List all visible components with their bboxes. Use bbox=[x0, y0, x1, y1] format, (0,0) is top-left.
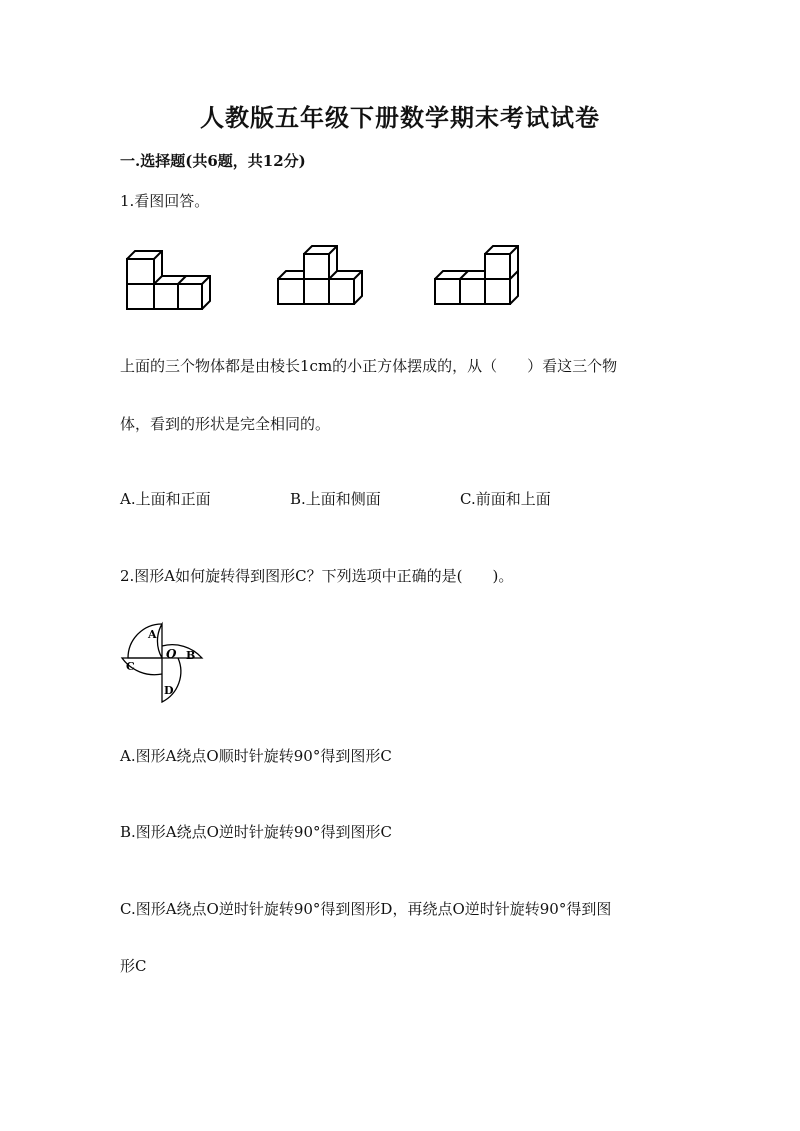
q2-option-a[interactable]: A.图形A绕点O顺时针旋转90°得到图形C bbox=[120, 747, 392, 765]
cube-figure-1 bbox=[120, 245, 220, 315]
q1-option-b[interactable]: B.上面和侧面 bbox=[290, 490, 381, 508]
q1-text-line-2: 体，看到的形状是完全相同的。 bbox=[120, 415, 331, 433]
q2-option-b[interactable]: B.图形A绕点O逆时针旋转90°得到图形C bbox=[120, 823, 392, 841]
cube-figure-3 bbox=[428, 240, 528, 310]
q1-option-c[interactable]: C.前面和上面 bbox=[460, 490, 551, 508]
q1-option-a[interactable]: A.上面和正面 bbox=[120, 490, 211, 508]
q2-option-c[interactable]: C.图形A绕点O逆时针旋转90°得到图形D，再绕点O逆时针旋转90°得到图 bbox=[120, 900, 612, 918]
label-o: O bbox=[166, 647, 177, 661]
cube-figure-2 bbox=[272, 240, 372, 310]
label-d: D bbox=[164, 684, 174, 697]
page-title: 人教版五年级下册数学期末考试试卷 bbox=[200, 103, 600, 132]
rotation-figure bbox=[118, 618, 214, 708]
q1-text-line-1: 上面的三个物体都是由棱长1cm的小正方体摆成的，从（ ）看这三个物 bbox=[120, 357, 618, 375]
q1-stem: 1.看图回答。 bbox=[120, 192, 210, 210]
label-b: B bbox=[186, 649, 196, 662]
section-heading: 一.选择题(共6题，共12分) bbox=[120, 152, 306, 170]
q2-option-c-continued: 形C bbox=[120, 957, 147, 975]
label-c: C bbox=[126, 660, 135, 673]
label-a: A bbox=[148, 628, 157, 641]
q2-stem: 2.图形A如何旋转得到图形C？下列选项中正确的是( )。 bbox=[120, 567, 514, 585]
